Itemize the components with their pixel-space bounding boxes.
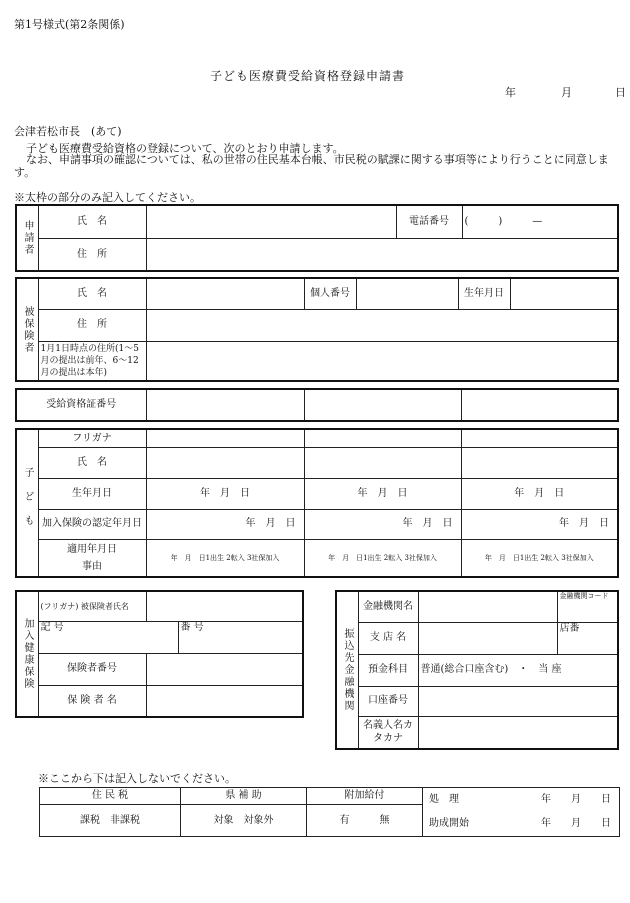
fill-note: ※太枠の部分のみ記入してください。	[14, 191, 201, 204]
bank-heading: 振込先金融機関	[336, 591, 358, 749]
child2-furigana[interactable]	[304, 429, 461, 447]
bank-code-label: 金融機関コード	[559, 592, 609, 600]
child3-name[interactable]	[461, 447, 618, 478]
applicant-heading: 申請者	[16, 205, 38, 271]
date-day: 日	[615, 86, 626, 99]
processing-cell	[423, 788, 620, 837]
processing-row	[429, 788, 617, 812]
branch-no-field[interactable]	[557, 622, 618, 654]
child2-apply[interactable]: 年 月 日1出生 2転入 3社保加入	[304, 539, 461, 577]
account-no-label: 口座番号	[358, 686, 418, 716]
my-number-field[interactable]	[356, 278, 458, 309]
bank-name-label: 金融機関名	[358, 591, 418, 622]
insured-address-field[interactable]	[146, 309, 618, 341]
resident-tax-label: 住 民 税	[40, 788, 181, 805]
my-number-label: 個人番号	[304, 278, 356, 309]
child-heading: 子ども	[16, 429, 38, 577]
account-type-label: 預金科目	[358, 654, 418, 686]
applicant-table	[15, 204, 619, 272]
subsidy-start-date: 年 月 日	[541, 818, 611, 829]
insured-heading: 被保険者	[16, 278, 38, 381]
child-furigana-label: フリガナ	[38, 429, 146, 447]
account-no-field[interactable]	[418, 686, 618, 716]
insurer-name-field[interactable]	[146, 685, 303, 717]
health-insurance-heading: 加入健康保険	[16, 591, 38, 717]
branch-label: 支 店 名	[358, 622, 418, 654]
apply-date-label: 適用年月日	[67, 543, 117, 555]
insured-birthdate-label: 生年月日	[458, 278, 510, 309]
branch-field[interactable]	[418, 622, 557, 654]
symbol-field[interactable]	[38, 621, 178, 653]
phone-field[interactable]: ( ) —	[462, 205, 618, 238]
certificate-label: 受給資格証番号	[16, 389, 146, 421]
child-name-label: 氏 名	[38, 447, 146, 478]
insurance-date-label: 加入保険の認定年月日	[38, 509, 146, 539]
certificate-field-1[interactable]	[146, 389, 304, 421]
date-month: 月	[561, 86, 572, 99]
child2-name[interactable]	[304, 447, 461, 478]
processing-date: 年 月 日	[541, 794, 611, 805]
jan1-address-field[interactable]	[146, 341, 618, 381]
insured-name-label: 氏 名	[38, 278, 146, 309]
child1-apply[interactable]: 年 月 日1出生 2転入 3社保加入	[146, 539, 304, 577]
child-table	[15, 428, 619, 578]
phone-label: 電話番号	[396, 205, 462, 238]
apply-reason-label	[38, 539, 146, 577]
child-birthdate-label: 生年月日	[38, 478, 146, 509]
prefecture-aid-label: 県 補 助	[181, 788, 307, 805]
symbol-label: 記 号	[40, 621, 64, 633]
intro-text: 子ども医療費受給資格の登録について、次のとおり申請します。	[26, 142, 344, 155]
child1-birthdate[interactable]: 年 月 日	[146, 478, 304, 509]
subsidy-start-label: 助成開始	[429, 818, 469, 829]
account-type-options[interactable]: 普通(総合口座含む) ・ 当 座	[418, 654, 618, 686]
insurer-no-field[interactable]	[146, 653, 303, 685]
page-title: 子ども医療費受給資格登録申請書	[210, 69, 406, 83]
subsidy-row	[429, 812, 617, 836]
additional-label: 附加給付	[307, 788, 423, 805]
applicant-name-label: 氏 名	[38, 205, 146, 238]
child1-name[interactable]	[146, 447, 304, 478]
reason-label: 事由	[82, 560, 102, 572]
insurer-name-label: 保 険 者 名	[38, 685, 146, 717]
additional-options: 有 無	[307, 805, 423, 837]
addressee: 会津若松市長 (あて)	[14, 125, 122, 138]
insured-birthdate-field[interactable]	[510, 278, 618, 309]
consent-text: なお、申請事項の確認については、私の世帯の住民基本台帳、市民税の賦課に関する事項等により行うことに同意します。	[14, 153, 609, 179]
office-table	[39, 787, 620, 837]
child2-insurance-date[interactable]: 年 月 日	[304, 509, 461, 539]
certificate-field-2[interactable]	[304, 389, 461, 421]
certificate-field-3[interactable]	[461, 389, 618, 421]
insured-table	[15, 277, 619, 382]
child3-furigana[interactable]	[461, 429, 618, 447]
applicant-address-field[interactable]	[146, 238, 618, 271]
child3-birthdate[interactable]: 年 月 日	[461, 478, 618, 509]
health-insurance-table	[15, 590, 304, 718]
office-note: ※ここから下は記入しないでください。	[38, 772, 236, 785]
insurer-no-label: 保険者番号	[38, 653, 146, 685]
bank-name-field[interactable]	[418, 591, 557, 622]
date-line	[505, 84, 626, 100]
bank-code-field[interactable]	[557, 591, 618, 622]
insured-name-field[interactable]	[146, 278, 304, 309]
tax-options: 課税 非課税	[40, 805, 181, 837]
holder-label: 名義人名カタカナ	[358, 716, 418, 749]
number-label: 番 号	[180, 621, 204, 633]
bank-table	[335, 590, 619, 750]
insured-name-kana-label: (フリガナ) 被保険者氏名	[38, 591, 146, 621]
branch-no-label: 店番	[559, 622, 580, 634]
certificate-table	[15, 388, 619, 422]
insured-address-label: 住 所	[38, 309, 146, 341]
child3-insurance-date[interactable]: 年 月 日	[461, 509, 618, 539]
child3-apply[interactable]: 年 月 日1出生 2転入 3社保加入	[461, 539, 618, 577]
applicant-name-field[interactable]	[146, 205, 396, 238]
number-field[interactable]	[178, 621, 303, 653]
processing-label: 処 理	[429, 794, 459, 805]
jan1-address-label: 1月1日時点の住所(1〜5月の提出は前年、6〜12月の提出は本年)	[38, 341, 146, 381]
form-id: 第1号様式(第2条関係)	[14, 18, 125, 31]
child1-insurance-date[interactable]: 年 月 日	[146, 509, 304, 539]
child1-furigana[interactable]	[146, 429, 304, 447]
date-year: 年	[505, 86, 516, 99]
insured-name-kana-field[interactable]	[146, 591, 303, 621]
applicant-address-label: 住 所	[38, 238, 146, 271]
child2-birthdate[interactable]: 年 月 日	[304, 478, 461, 509]
holder-field[interactable]	[418, 716, 618, 749]
aid-options: 対象 対象外	[181, 805, 307, 837]
